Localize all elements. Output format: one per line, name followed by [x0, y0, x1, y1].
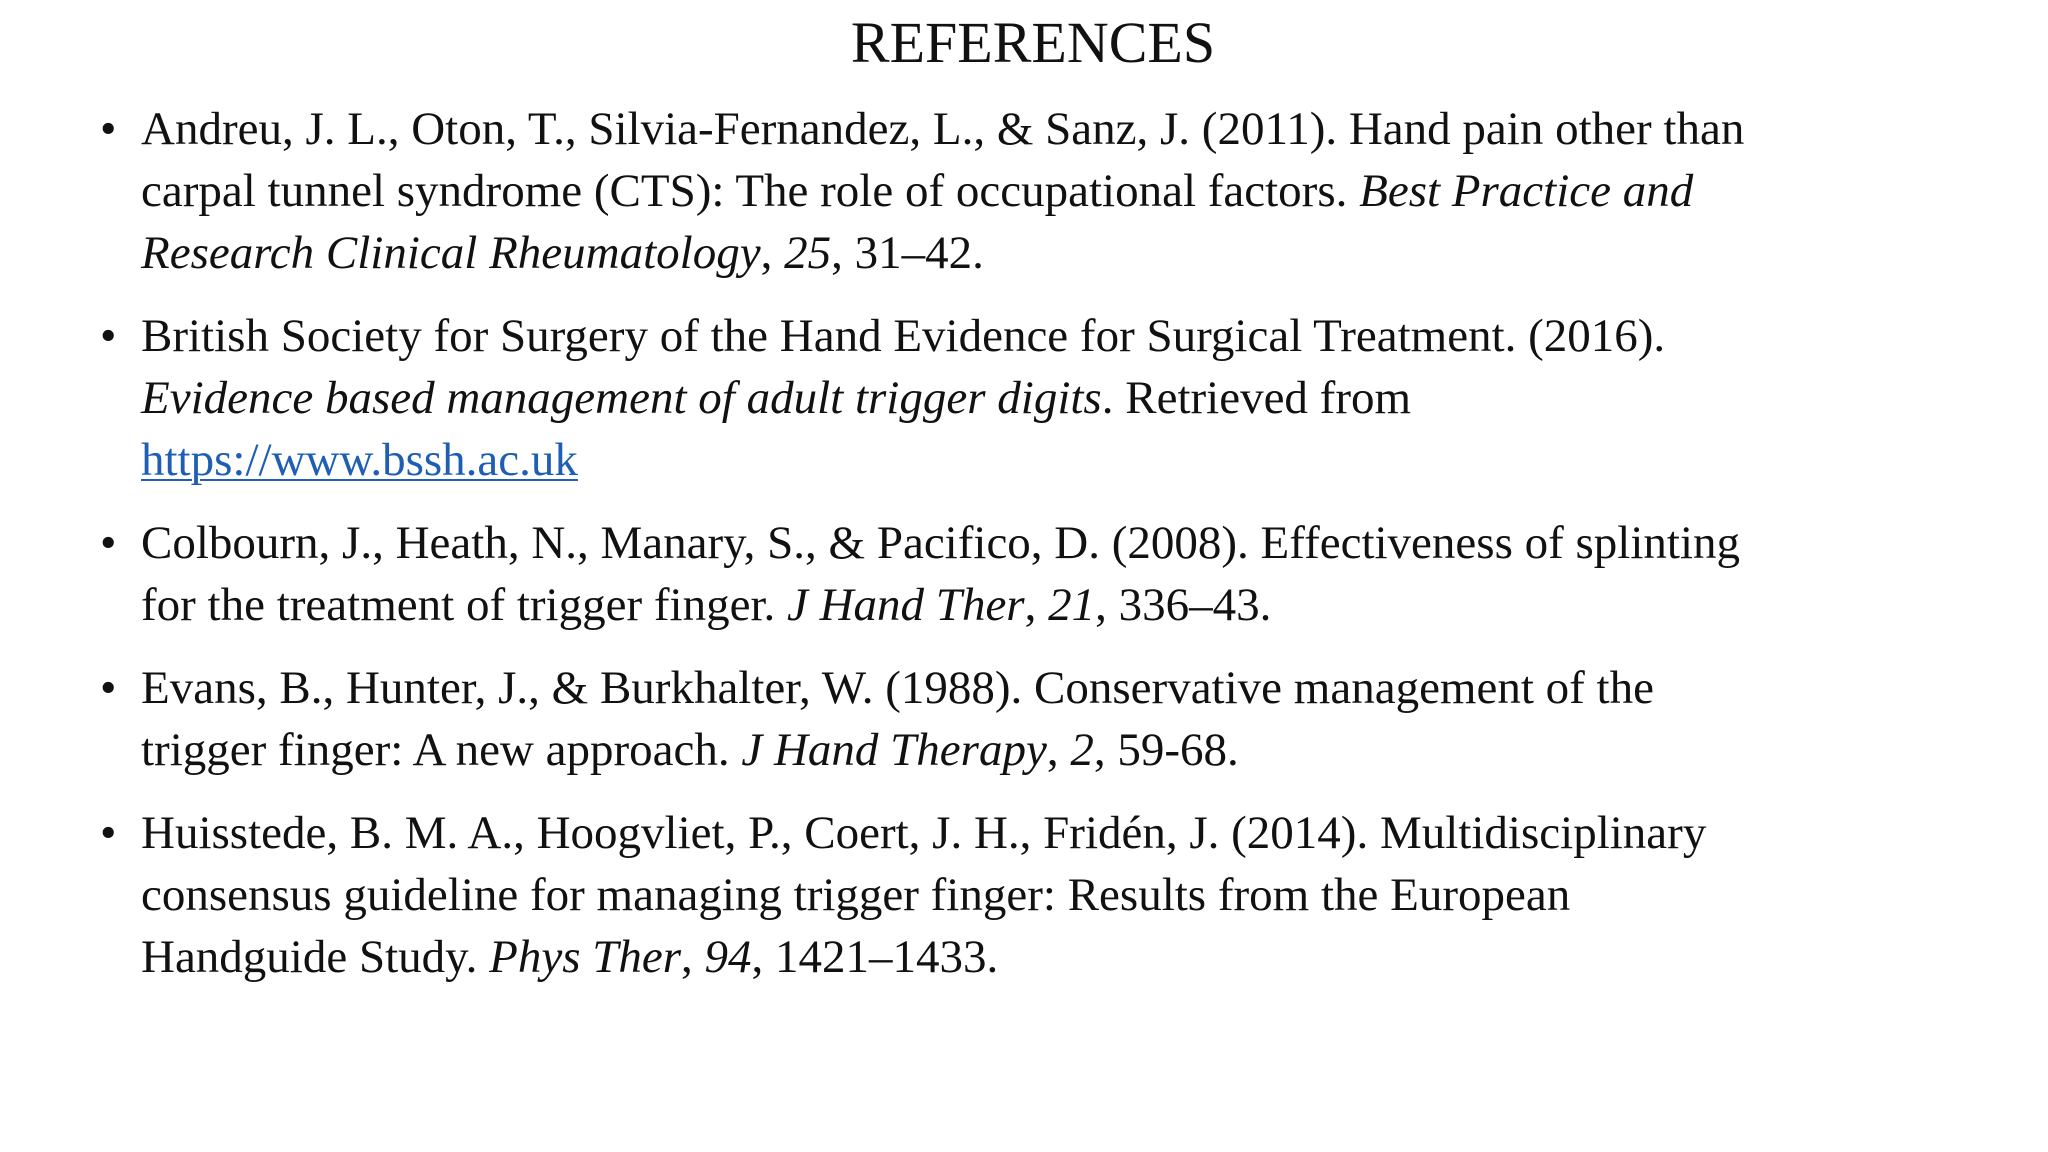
reference-line — [141, 429, 1988, 491]
journal-name: J Hand Therapy — [741, 724, 1047, 776]
bullet: • — [100, 517, 117, 569]
reference-line — [141, 657, 1988, 719]
reference-text: Colbourn, J., Heath, N., Manary, S., & Pacifico, D. (2008). Effectiveness of splinting — [141, 517, 1741, 569]
reference-text: Evans, B., Hunter, J., & Burkhalter, W. (1988). Conservative management of the — [141, 662, 1654, 714]
document-title: Evidence based management of adult trigger digits — [141, 372, 1102, 424]
separator: , — [1046, 724, 1071, 776]
reference-line — [141, 367, 1988, 429]
pages: , 31–42. — [831, 227, 984, 279]
reference-line — [141, 512, 1988, 574]
reference-text: trigger finger: A new approach. — [141, 724, 742, 776]
journal-name: Research Clinical Rheumatology — [141, 227, 761, 279]
bullet: • — [100, 103, 117, 155]
reference-text: Andreu, J. L., Oton, T., Silvia-Fernandez, L., & Sanz, J. (2011). Hand pain other than — [141, 103, 1745, 155]
reference-line — [141, 864, 1988, 926]
reference-line — [141, 222, 1988, 284]
reference-item-huisstede — [0, 802, 2048, 988]
volume: 21 — [1048, 579, 1096, 631]
pages: , 59-68. — [1093, 724, 1239, 776]
reference-line — [141, 719, 1988, 781]
reference-line — [141, 305, 1988, 367]
reference-line — [141, 160, 1988, 222]
reference-text: carpal tunnel syndrome (CTS): The role of occupational factors. — [141, 165, 1360, 217]
journal-name: Best Practice and — [1359, 165, 1694, 217]
reference-list — [0, 98, 2048, 1009]
reference-text: consensus guideline for managing trigger finger: Results from the European — [141, 869, 1571, 921]
bullet: • — [100, 310, 117, 362]
reference-text: British Society for Surgery of the Hand Evidence for Surgical Treatment. (2016). — [141, 310, 1666, 362]
reference-text: for the treatment of trigger finger. — [141, 579, 787, 631]
page-title: REFERENCES — [850, 10, 1216, 75]
volume: 2 — [1070, 724, 1094, 776]
reference-text: Handguide Study. — [141, 931, 490, 983]
reference-line — [141, 926, 1988, 988]
reference-line — [141, 802, 1988, 864]
bullet: • — [100, 662, 117, 714]
separator: , — [681, 931, 705, 983]
reference-text: Huisstede, B. M. A., Hoogvliet, P., Coert, J. H., Fridén, J. (2014). Multidisciplinary — [141, 807, 1707, 859]
pages: , 336–43. — [1095, 579, 1272, 631]
volume: 94 — [704, 931, 752, 983]
journal-name: Phys Ther — [489, 931, 682, 983]
reference-line — [141, 98, 1988, 160]
volume: 25 — [784, 227, 832, 279]
bssh-link[interactable]: https://www.bssh.ac.uk — [141, 434, 578, 486]
separator: , — [760, 227, 785, 279]
separator: , — [1024, 579, 1049, 631]
reference-item-bssh — [0, 305, 2048, 491]
reference-item-colbourn — [0, 512, 2048, 636]
journal-name: J Hand Ther — [787, 579, 1025, 631]
bullet: • — [100, 807, 117, 859]
reference-item-andreu — [0, 98, 2048, 284]
reference-text: . Retrieved from — [1101, 372, 1412, 424]
reference-item-evans — [0, 657, 2048, 781]
reference-line — [141, 574, 1988, 636]
pages: , 1421–1433. — [751, 931, 999, 983]
